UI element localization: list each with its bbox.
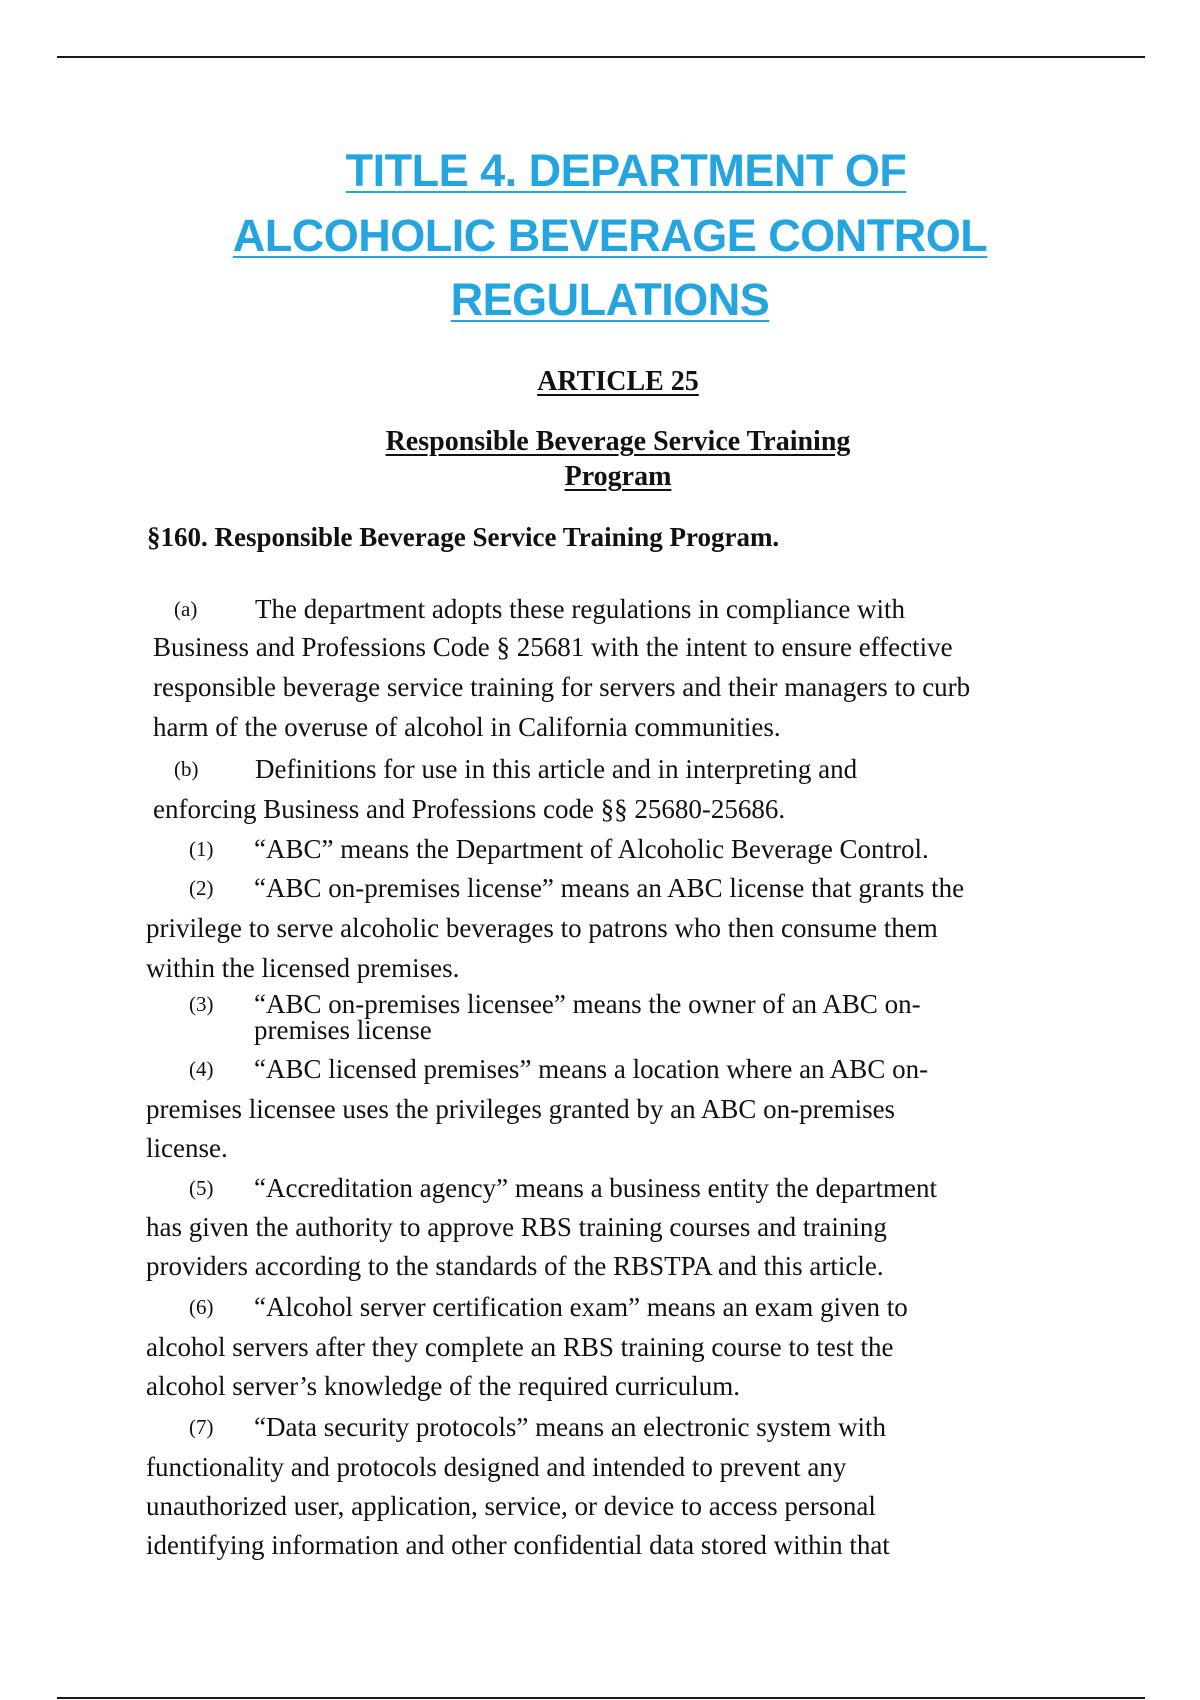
paragraph-a-marker: (a) [174, 597, 198, 621]
section-title: §160. Responsible Beverage Service Training Program. [147, 522, 780, 552]
definition-2-line: “ABC on-premises license” means an ABC license that grants the [254, 873, 965, 903]
program-heading-line-2: Program [564, 461, 672, 492]
title-line-2: ALCOHOLIC BEVERAGE CONTROL [232, 210, 988, 261]
definition-7-line: unauthorized user, application, service, or device to access personal [146, 1491, 876, 1521]
definition-6-line: “Alcohol server certification exam” means an exam given to [254, 1292, 908, 1322]
definition-1-line: “ABC” means the Department of Alcoholic Beverage Control. [254, 834, 929, 864]
definition-7-line: functionality and protocols designed and intended to prevent any [146, 1452, 847, 1482]
definition-2-marker: (2) [189, 876, 214, 900]
definition-4-marker: (4) [189, 1057, 214, 1081]
paragraph-a-line: responsible beverage service training for servers and their managers to curb [153, 672, 971, 702]
article-heading: ARTICLE 25 [537, 366, 699, 397]
definition-7-line: “Data security protocols” means an electronic system with [254, 1412, 887, 1442]
program-heading-line-1: Responsible Beverage Service Training [385, 426, 851, 457]
top-rule [57, 56, 1145, 58]
definition-6-line: alcohol server’s knowledge of the required curriculum. [146, 1371, 741, 1401]
definition-5-marker: (5) [189, 1176, 214, 1200]
definition-3-line: “ABC on-premises licensee” means the owner of an ABC on- [254, 989, 921, 1019]
definition-7-marker: (7) [189, 1415, 214, 1439]
definition-3-line: premises license [254, 1015, 432, 1045]
definition-2-line: within the licensed premises. [146, 953, 460, 983]
definition-5-line: providers according to the standards of the RBSTPA and this article. [146, 1251, 884, 1281]
title-line-1: TITLE 4. DEPARTMENT OF [345, 145, 907, 196]
paragraph-a-line: The department adopts these regulations in compliance with [255, 594, 906, 624]
definition-1-marker: (1) [189, 837, 214, 861]
bottom-rule [57, 1697, 1145, 1699]
definition-5-line: “Accreditation agency” means a business entity the department [254, 1173, 937, 1203]
paragraph-a-line: Business and Professions Code § 25681 with the intent to ensure effective [153, 632, 953, 662]
definition-6-marker: (6) [189, 1295, 214, 1319]
paragraph-b-marker: (b) [174, 757, 199, 781]
title-line-3: REGULATIONS [450, 274, 770, 325]
paragraph-a-line: harm of the overuse of alcohol in California communities. [153, 712, 781, 742]
definition-2-line: privilege to serve alcoholic beverages to patrons who then consume them [146, 913, 938, 943]
definition-7-line: identifying information and other confidential data stored within that [146, 1530, 890, 1560]
paragraph-b-line: enforcing Business and Professions code §§ 25680-25686. [153, 794, 786, 824]
definition-4-line: premises licensee uses the privileges granted by an ABC on-premises [146, 1094, 896, 1124]
paragraph-b-line: Definitions for use in this article and in interpreting and [255, 754, 858, 784]
definition-5-line: has given the authority to approve RBS training courses and training [146, 1212, 887, 1242]
definition-6-line: alcohol servers after they complete an RBS training course to test the [146, 1332, 894, 1362]
definition-4-line: license. [146, 1133, 228, 1163]
definition-4-line: “ABC licensed premises” means a location where an ABC on- [254, 1054, 929, 1084]
definition-3-marker: (3) [189, 992, 214, 1016]
